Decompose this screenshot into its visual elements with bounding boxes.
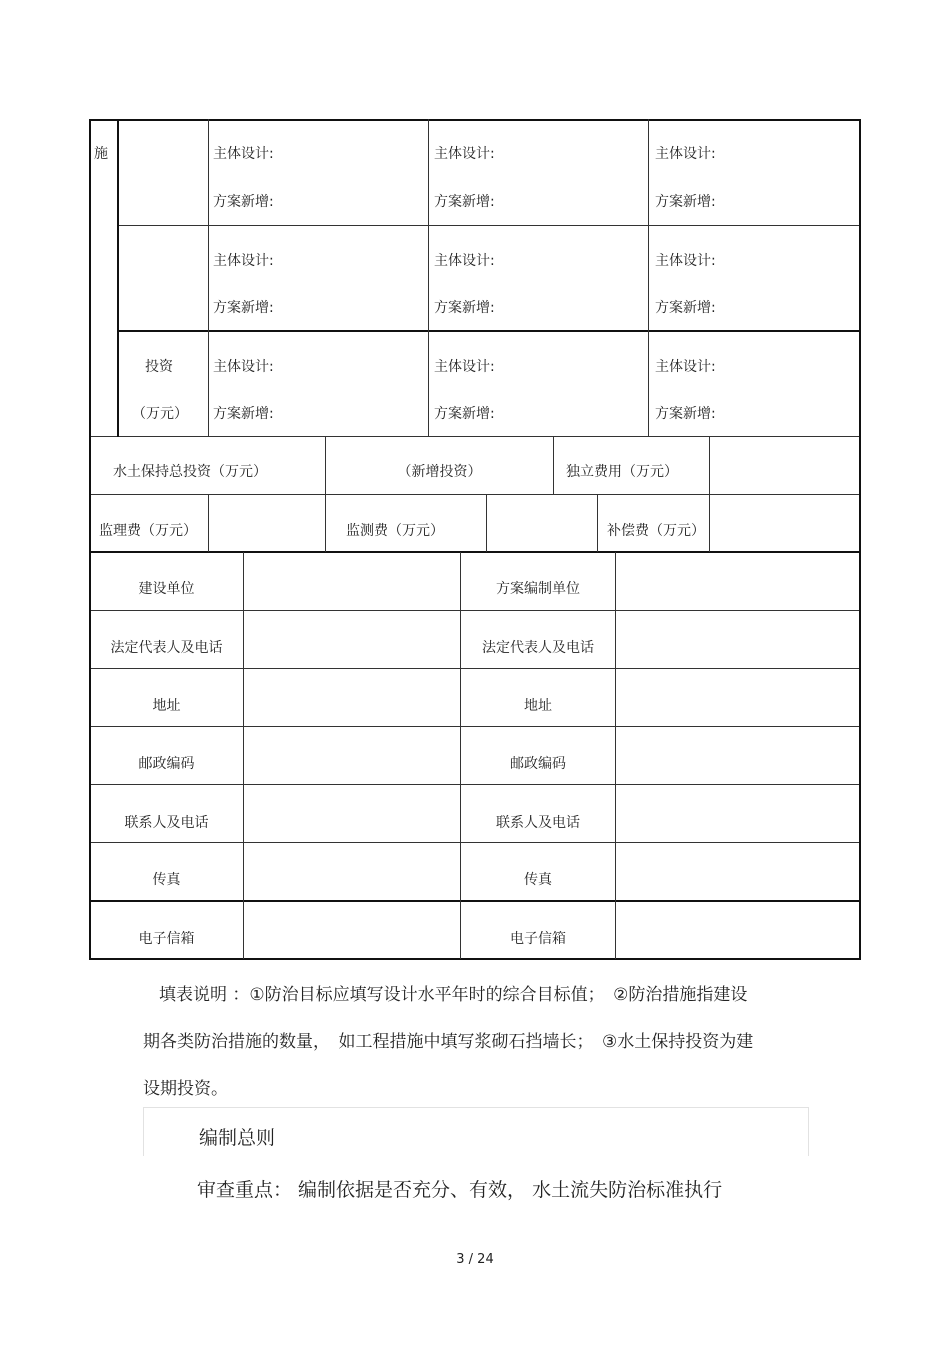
independent-cost-label: 独立费用（万元） (566, 464, 678, 480)
design-label: 主体设计: (434, 359, 495, 375)
added-label: 方案新增: (434, 194, 495, 210)
added-label: 方案新增: (213, 194, 274, 210)
contact-label: 法定代表人及电话 (482, 640, 594, 656)
section-title: 编制总则 (199, 1127, 276, 1149)
design-label: 主体设计: (434, 146, 495, 162)
contact-label: 地址 (152, 698, 181, 714)
design-label: 主体设计: (213, 146, 274, 162)
fill-note-line-1: 填表说明 ：①防治目标应填写设计水平年时的综合目标值； ②防治措施指建设 (159, 985, 748, 1005)
contact-label: 电子信箱 (510, 931, 566, 947)
contact-label: 联系人及电话 (496, 815, 580, 831)
design-label: 主体设计: (655, 146, 716, 162)
design-label: 主体设计: (213, 253, 274, 269)
page-number: 3 / 24 (456, 1252, 494, 1267)
contact-label: 传真 (524, 872, 552, 888)
monitoring-fee-label: 监测费（万元） (346, 523, 444, 539)
invest-label: 投资 (145, 359, 173, 375)
total-invest-label: 水土保持总投资（万元） (113, 464, 267, 480)
design-label: 主体设计: (655, 359, 716, 375)
added-label: 方案新增: (655, 406, 716, 422)
compiling-unit-label: 方案编制单位 (496, 581, 580, 597)
new-invest-label: （新增投资） (397, 464, 482, 480)
design-label: 主体设计: (655, 253, 716, 269)
fill-note-line-2: 期各类防治措施的数量， 如工程措施中填写浆砌石挡墙长； ③水土保持投资为建 (143, 1032, 754, 1052)
added-label: 方案新增: (434, 406, 495, 422)
review-focus-text: 审查重点： 编制依据是否充分、有效， 水土流失防治标准执行 (197, 1179, 723, 1201)
supervision-fee-label: 监理费（万元） (99, 523, 197, 539)
contact-label: 联系人及电话 (124, 815, 209, 831)
invest-unit-label: （万元） (132, 406, 188, 422)
added-label: 方案新增: (213, 406, 274, 422)
added-label: 方案新增: (213, 300, 274, 316)
construction-unit-label: 建设单位 (138, 581, 195, 597)
design-label: 主体设计: (213, 359, 274, 375)
contact-label: 邮政编码 (510, 756, 566, 772)
added-label: 方案新增: (655, 194, 716, 210)
fill-note-line-3: 设期投资。 (143, 1079, 228, 1099)
design-label: 主体设计: (434, 253, 495, 269)
contact-label: 邮政编码 (138, 756, 195, 772)
contact-label: 法定代表人及电话 (110, 640, 223, 656)
compensation-fee-label: 补偿费（万元） (607, 523, 705, 539)
contact-label: 地址 (524, 698, 552, 714)
contact-label: 电子信箱 (138, 931, 195, 947)
added-label: 方案新增: (434, 300, 495, 316)
contact-label: 传真 (152, 872, 181, 888)
side-label: 施 (94, 146, 108, 162)
added-label: 方案新增: (655, 300, 716, 316)
